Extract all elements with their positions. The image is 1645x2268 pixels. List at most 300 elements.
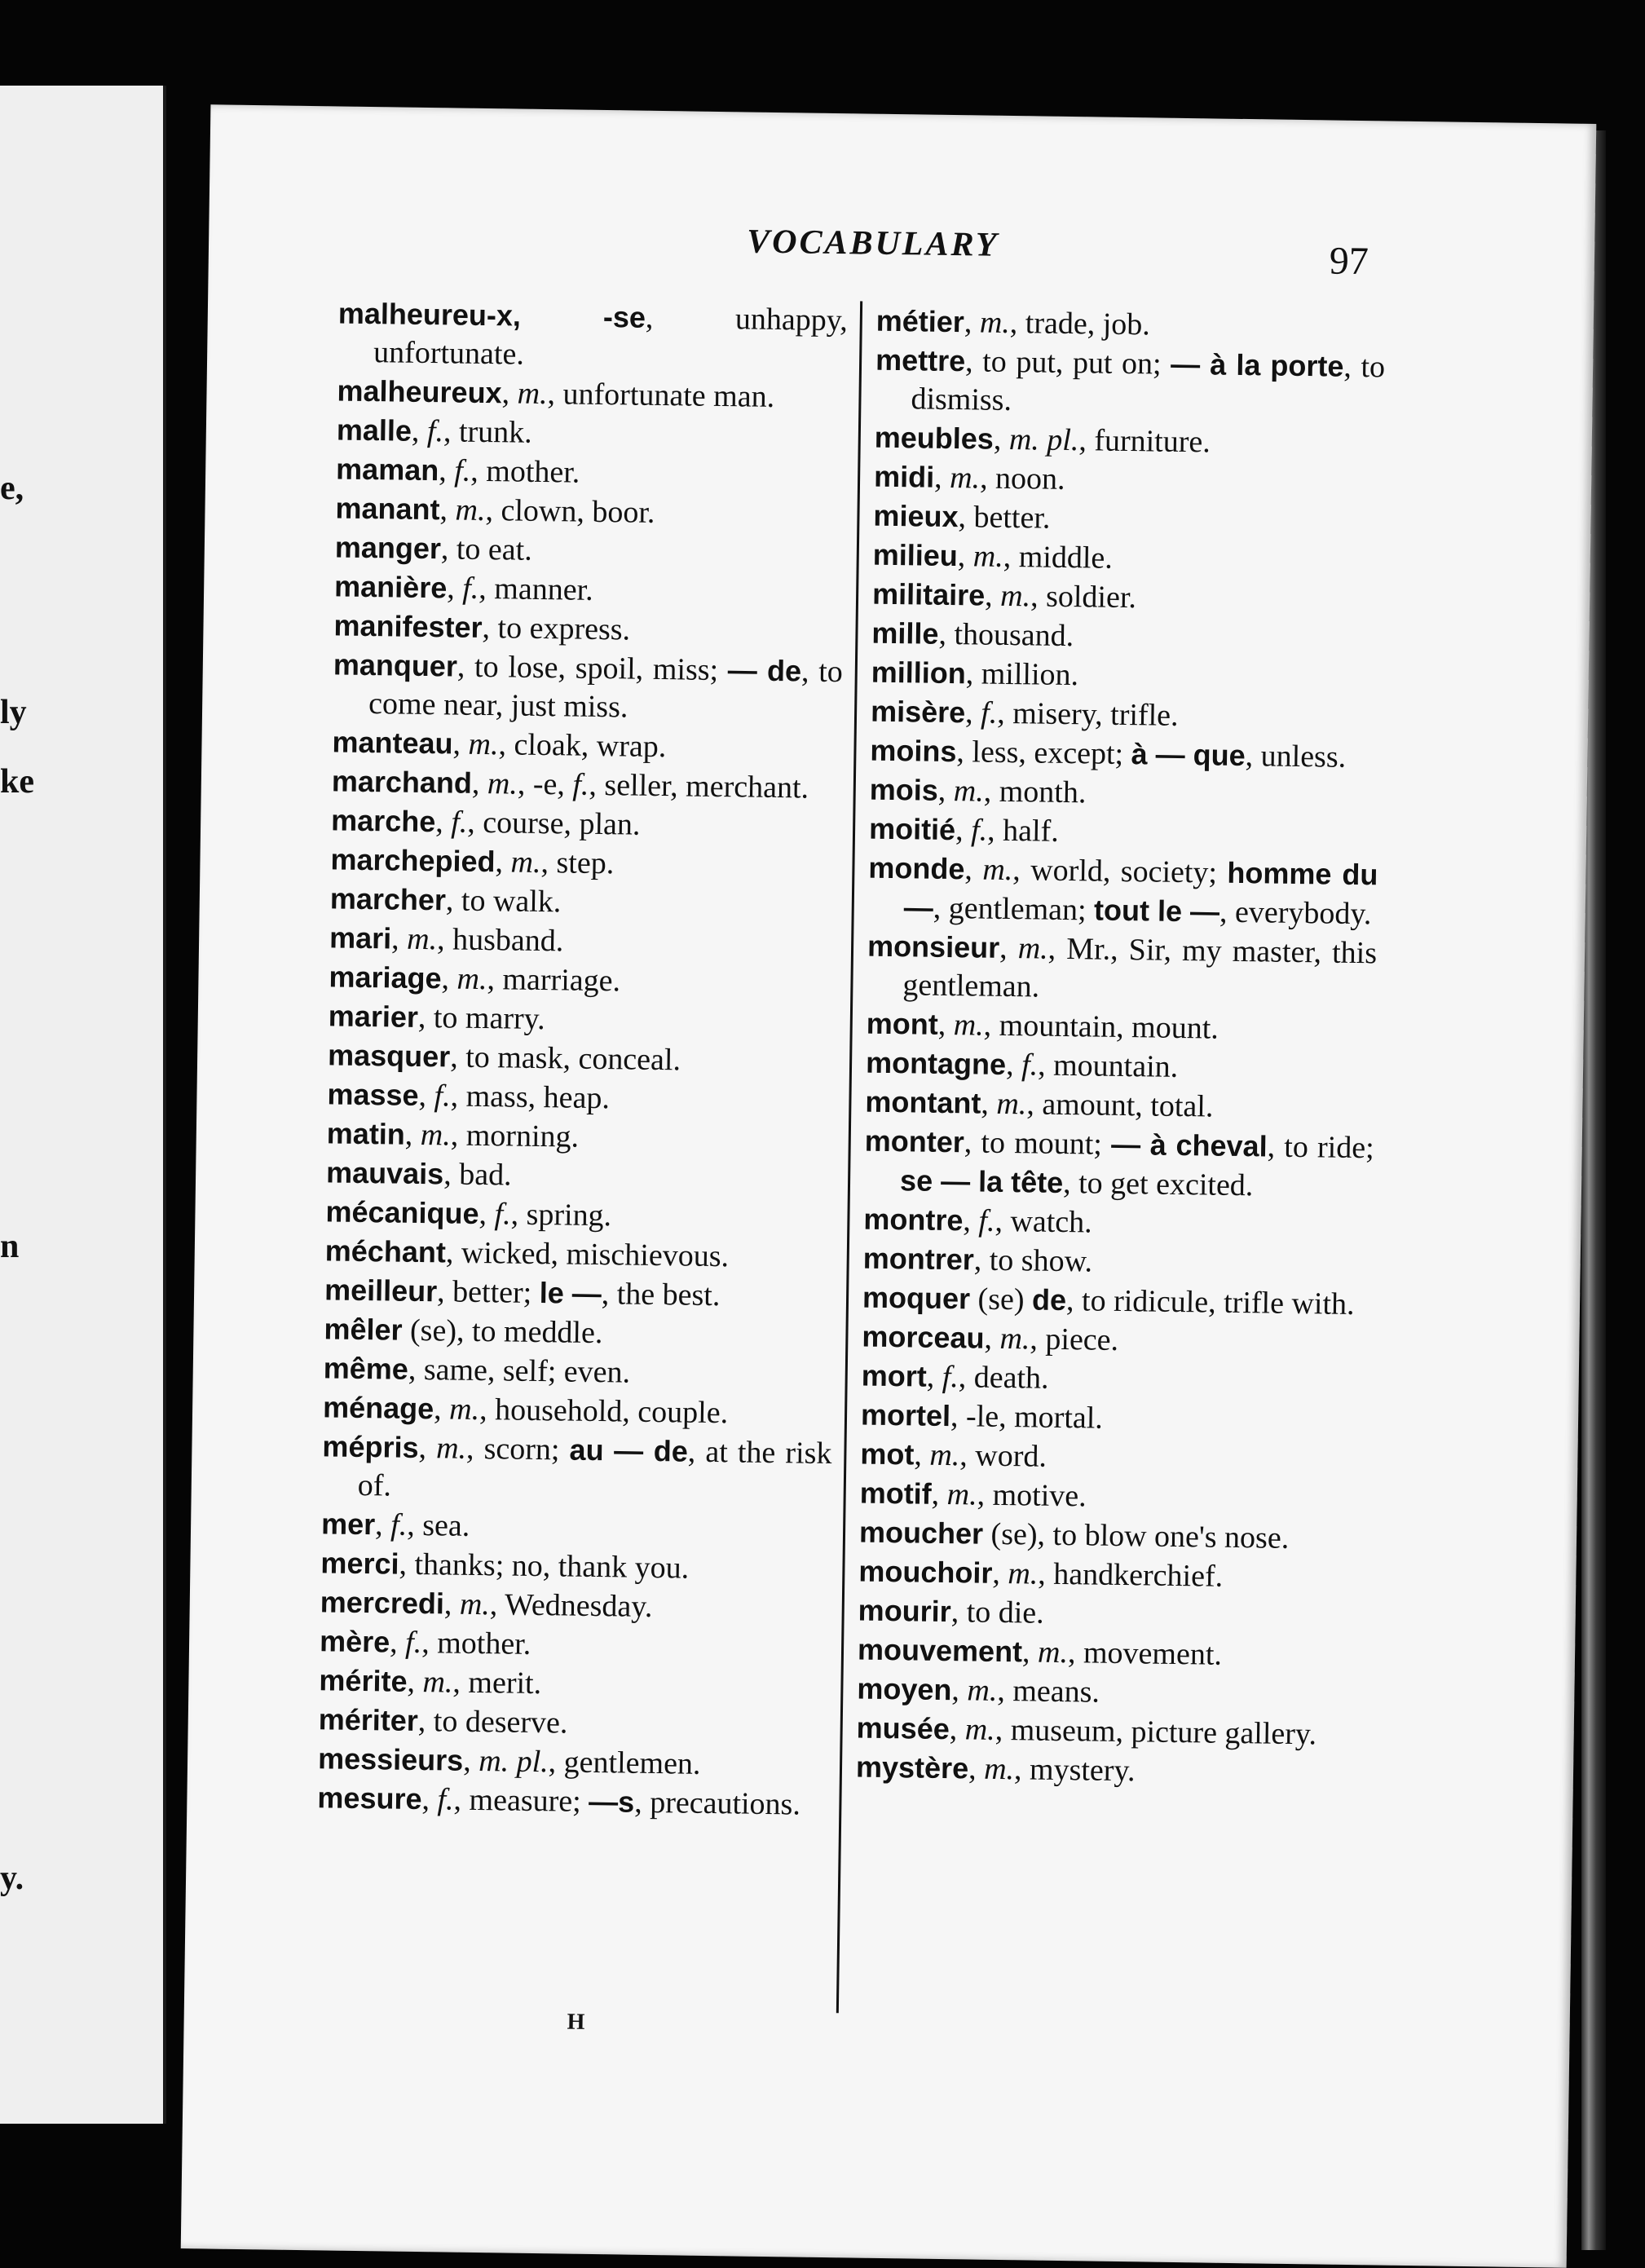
definition: , soldier. [1030, 579, 1137, 616]
headword: meilleur [324, 1273, 438, 1308]
headword: même [323, 1351, 409, 1386]
definition: , thanks; no, thank you. [399, 1547, 690, 1586]
headword: mariage [329, 960, 442, 995]
headword: monsieur [867, 929, 1000, 964]
definition: , to express. [482, 610, 631, 647]
gender-marker: m. [972, 539, 1004, 574]
definition: , [452, 726, 469, 761]
phrase: —s [588, 1784, 635, 1819]
gender-marker: m. [406, 921, 438, 957]
headword: mouchoir [858, 1554, 993, 1590]
vocab-entry [872, 536, 1383, 582]
vocab-entry [867, 849, 1378, 934]
gender-marker: m. [967, 1673, 998, 1708]
gender-marker: m. [996, 1086, 1027, 1122]
headword: mourir [858, 1593, 952, 1629]
gender-marker: f. [450, 805, 468, 840]
headword: mieux [873, 498, 959, 534]
definition: , [1021, 1635, 1039, 1670]
headword: mouvement [857, 1632, 1023, 1669]
definition: , [495, 845, 511, 880]
headword: mille [871, 616, 939, 651]
definition: , to ridicule, trifle with. [1065, 1283, 1355, 1322]
phrase: de [1031, 1282, 1067, 1317]
vocab-entry [862, 1317, 1372, 1364]
vocab-entry [323, 1348, 833, 1395]
phrase: le — [539, 1276, 602, 1311]
vocab-entry [874, 457, 1384, 504]
vocab-entry [324, 1270, 835, 1317]
gender-marker: m. [455, 492, 486, 528]
definition: , precautions. [633, 1785, 801, 1822]
definition: , [937, 1007, 955, 1043]
definition: , to mount; [964, 1125, 1112, 1162]
definition: , [993, 421, 1010, 457]
gender-marker: f. [437, 1782, 454, 1817]
headword: moins [870, 733, 957, 769]
gender-marker: m. [1008, 1556, 1039, 1591]
definition: , [479, 1196, 495, 1232]
gender-marker: m. pl. [1008, 421, 1079, 458]
gender-marker: m. [929, 1437, 960, 1473]
definition: , to lose, spoil, miss; [456, 649, 729, 688]
vocab-entry [864, 1122, 1374, 1207]
definition: , Mr., Sir, my master, this gentleman. [902, 931, 1378, 1004]
vocab-entry [337, 293, 848, 378]
vocab-entry [870, 731, 1380, 778]
gender-marker: m. pl. [478, 1744, 549, 1780]
definition: , watch. [994, 1203, 1093, 1240]
vocab-entry [324, 1231, 835, 1277]
phrase: tout le — [1093, 893, 1220, 929]
vocab-entry [858, 1552, 1369, 1599]
definition: , [963, 1203, 979, 1238]
vocab-entry [329, 996, 839, 1043]
definition: , half. [986, 813, 1060, 849]
definition: , clown, boor. [485, 493, 655, 530]
vocab-entry [337, 371, 847, 417]
phrase: à — que [1131, 737, 1246, 773]
definition: , bad. [443, 1157, 512, 1193]
definition: , [418, 1430, 437, 1466]
definition: , measure; [453, 1782, 589, 1819]
headword: manteau [332, 725, 453, 761]
definition: , furniture. [1078, 423, 1211, 460]
definition: , unhappy, unfortunate. [373, 300, 849, 372]
definition: , step. [540, 845, 615, 881]
definition: , manner. [479, 571, 593, 607]
headword: métier [875, 303, 965, 339]
phrase: — à la porte [1170, 346, 1344, 383]
prev-page-fragment: n [0, 1228, 20, 1265]
gender-marker: m. [517, 376, 548, 412]
vocab-entry [871, 692, 1381, 739]
vocab-entry [330, 879, 840, 925]
headword: mêler [324, 1312, 403, 1347]
definition: , wicked, mischievous. [445, 1235, 730, 1274]
definition: , [434, 805, 452, 840]
definition: , to deserve. [417, 1704, 568, 1741]
headword: million [871, 655, 967, 691]
phrase: au — de [569, 1432, 689, 1468]
gender-marker: m. [456, 961, 487, 997]
prev-page-fragment: e, [0, 470, 24, 507]
definition: , course, plan. [467, 805, 641, 842]
definition: , mother. [470, 453, 580, 490]
vocab-entry [871, 614, 1382, 660]
definition: , million. [965, 656, 1079, 693]
phrase: — de [727, 653, 802, 688]
gender-marker: m. [983, 1751, 1015, 1787]
gender-marker: m. [953, 1008, 984, 1043]
vocab-entry [866, 1044, 1376, 1090]
vocab-entry [335, 527, 845, 574]
definition: , Wednesday. [489, 1587, 653, 1625]
definition: , [964, 695, 981, 730]
vocab-entry [875, 302, 1386, 348]
vocab-entry [866, 1004, 1376, 1051]
prev-page-fragment: y. [0, 1860, 24, 1897]
vocab-entry [856, 1709, 1366, 1755]
definition: , to put, put on; [964, 344, 1171, 382]
headword: manquer [333, 647, 458, 683]
definition: , to ride; [1267, 1129, 1375, 1166]
vocab-entry [873, 496, 1383, 543]
definition: , trunk. [443, 414, 532, 450]
definition: , [964, 852, 983, 887]
running-title: VOCABULARY [746, 223, 999, 264]
headword: mère [319, 1624, 390, 1659]
gender-marker: f. [453, 453, 471, 488]
gender-marker: m. [510, 845, 541, 880]
headword: midi [873, 459, 935, 494]
definition: , marriage. [487, 962, 621, 999]
vocab-entry [335, 488, 845, 535]
headword: messieurs [317, 1741, 464, 1777]
headword: ménage [322, 1390, 434, 1426]
definition: , to eat. [440, 532, 533, 567]
headword: marchand [331, 764, 473, 800]
vocab-entry [858, 1630, 1368, 1677]
definition: , the best. [601, 1277, 721, 1313]
vocab-entry [860, 1435, 1370, 1481]
vocab-entry [320, 1582, 830, 1629]
headword: mari [329, 920, 392, 955]
definition: , [984, 1321, 1000, 1356]
gender-marker: m. [420, 1117, 452, 1153]
definition: , [937, 773, 955, 809]
vocab-entry [869, 810, 1379, 856]
phrase: — à cheval [1110, 1127, 1268, 1163]
headword: mépris [322, 1429, 419, 1464]
vocab-entry [321, 1427, 831, 1511]
headword: manant [335, 491, 440, 527]
vocab-entry [320, 1543, 831, 1590]
definition: , word. [959, 1438, 1047, 1474]
vocab-entry [327, 1074, 837, 1121]
headword: merci [320, 1546, 399, 1581]
headword: matin [326, 1116, 406, 1151]
definition: , [374, 1507, 391, 1542]
headword: monter [864, 1123, 965, 1159]
definition: , -le, mortal. [950, 1399, 1104, 1436]
headword: montrer [862, 1241, 975, 1277]
definition: , [949, 1712, 966, 1747]
gender-marker: m. [487, 766, 518, 801]
definition: , means. [997, 1673, 1100, 1710]
vocab-entry [332, 722, 842, 769]
definition: , better; [436, 1274, 540, 1311]
definition: , to marry. [417, 999, 546, 1037]
definition: , world, society; [1012, 853, 1228, 890]
definition: , [914, 1437, 930, 1472]
definition: , [931, 1476, 948, 1512]
headword: manifester [333, 608, 483, 644]
vocab-entry [861, 1396, 1371, 1442]
gender-marker: m. [459, 1586, 491, 1622]
vocab-entry [336, 449, 846, 496]
definition: , [446, 571, 463, 606]
definition: , -e, [517, 766, 573, 802]
vocab-entry [325, 1192, 836, 1238]
definition: , [957, 539, 974, 574]
definition: , to come near, just miss. [368, 654, 844, 725]
definition: , middle. [1003, 539, 1114, 576]
vocab-entry [333, 606, 844, 652]
headword: méchant [324, 1233, 447, 1269]
definition: , [1005, 1047, 1022, 1083]
headword: mot [860, 1436, 915, 1472]
definition: , [968, 1751, 985, 1786]
headword: masse [327, 1077, 419, 1112]
headword: meubles [874, 420, 994, 456]
definition: , to dismiss. [911, 349, 1386, 418]
gender-marker: f. [461, 571, 479, 606]
vocab-entry [333, 645, 843, 730]
definition: , mass, heap. [450, 1079, 611, 1116]
gender-marker: m. [949, 460, 981, 496]
definition: , to die. [950, 1595, 1044, 1630]
definition: , motive. [977, 1477, 1087, 1514]
definition: , [389, 1625, 406, 1660]
vocab-entry [330, 840, 840, 886]
definition: , mountain, mount. [983, 1008, 1219, 1046]
vocab-entry [875, 341, 1385, 426]
headword: mystère [855, 1750, 969, 1785]
definition: , unfortunate man. [547, 377, 775, 414]
gender-marker: m. [964, 1712, 996, 1747]
headword: manger [334, 530, 442, 566]
vocab-entry [327, 1114, 837, 1160]
definition: , noon. [979, 461, 1065, 496]
headword: montre [863, 1202, 964, 1238]
headword: misère [870, 694, 966, 730]
vocab-entry [337, 410, 847, 457]
prev-page-fragment: ke [0, 763, 34, 801]
vocab-entry [329, 918, 840, 964]
definition: (se), to meddle. [402, 1313, 603, 1351]
definition: , museum, picture gallery. [994, 1712, 1317, 1752]
vocab-entry [332, 761, 842, 808]
headword: masquer [327, 1038, 451, 1074]
vocab-entry [863, 1200, 1374, 1247]
gender-marker: m. [999, 1321, 1030, 1357]
definition: , [438, 453, 455, 488]
definition: , [404, 1117, 421, 1152]
gender-marker: f. [970, 813, 988, 848]
headword: malheureux [337, 373, 502, 410]
gender-marker: m. [953, 774, 985, 809]
headword: moucher [858, 1515, 984, 1551]
gender-marker: m. [946, 1477, 977, 1512]
vocab-entry [874, 418, 1384, 465]
definition: , [981, 1086, 997, 1121]
definition: , [411, 413, 428, 449]
headword: mérite [319, 1663, 408, 1698]
definition: , trade, job. [1009, 305, 1151, 342]
definition: , to show. [973, 1242, 1093, 1279]
vocab-entry [869, 770, 1379, 817]
vocab-entry [318, 1700, 828, 1746]
gender-marker: m. [979, 305, 1011, 340]
definition: , mountain. [1037, 1048, 1179, 1084]
vocab-entry [324, 1309, 834, 1356]
phrase: homme du — [903, 855, 1378, 924]
definition: , to mask, conceal. [449, 1039, 681, 1078]
gender-marker: f. [494, 1197, 511, 1232]
definition: , [462, 1743, 479, 1779]
definition: , to walk. [445, 883, 562, 920]
headword: manière [333, 569, 448, 605]
definition: , mother. [421, 1626, 531, 1661]
definition: , to get excited. [1062, 1165, 1254, 1203]
vocab-entry [856, 1748, 1366, 1794]
gender-marker: m. [1017, 931, 1048, 966]
vocab-entry [872, 575, 1383, 621]
vocab-entry [331, 801, 841, 847]
previous-page [0, 86, 166, 2124]
vocab-entry [865, 1083, 1375, 1129]
definition: , month. [983, 774, 1087, 810]
definition: , seller, merchant. [589, 767, 809, 805]
definition: , [951, 1673, 968, 1708]
definition: , [433, 1392, 450, 1427]
vocab-entry [317, 1778, 827, 1825]
headword: morceau [862, 1319, 985, 1355]
definition: , unless. [1245, 739, 1347, 774]
headword: musée [856, 1710, 950, 1746]
definition: , amount, total. [1026, 1087, 1214, 1124]
gender-marker: f. [572, 767, 589, 802]
headword: mauvais [325, 1155, 444, 1191]
definition: , merit. [452, 1665, 542, 1701]
headword: malheureu-x, -se [337, 296, 646, 334]
gender-marker: f. [404, 1625, 422, 1661]
gender-marker: f. [390, 1507, 408, 1542]
headword: mettre [875, 342, 966, 378]
gender-marker: f. [980, 695, 998, 730]
gender-marker: m. [448, 1392, 480, 1427]
headword: mois [869, 772, 939, 807]
headword: malle [336, 413, 412, 448]
headword: marcher [329, 881, 447, 917]
prev-page-fragment: ly [0, 694, 27, 731]
gender-marker: f. [978, 1203, 995, 1238]
definition: (se), to blow one's nose. [982, 1516, 1290, 1555]
definition: , [501, 376, 518, 411]
definition: , [984, 578, 1001, 613]
vocab-entry [329, 957, 839, 1004]
definition: (se) [969, 1282, 1033, 1317]
headword: moitié [868, 811, 956, 847]
gender-marker: f. [1021, 1048, 1039, 1083]
definition: , handkerchief. [1038, 1556, 1224, 1594]
definition: , thousand. [938, 616, 1074, 654]
gender-marker: f. [426, 414, 444, 449]
vocab-entry [323, 1388, 833, 1434]
vocab-entry [318, 1739, 828, 1785]
vocab-entry [321, 1504, 831, 1551]
definition: , [443, 1586, 461, 1622]
vocab-entry [862, 1278, 1373, 1325]
headword: mer [320, 1507, 376, 1542]
phrase: se — la tête [899, 1163, 1064, 1199]
vocab-entry [862, 1239, 1373, 1286]
vocabulary-column-right [856, 302, 1386, 1794]
definition: , [407, 1664, 423, 1700]
definition: , better. [958, 500, 1051, 536]
definition: , [999, 930, 1019, 966]
definition: , [471, 766, 488, 801]
definition: , [439, 492, 456, 527]
definition: , misery, trifle. [996, 695, 1179, 733]
vocab-entry [320, 1622, 830, 1668]
headword: motif [859, 1476, 933, 1511]
definition: , [390, 921, 408, 956]
headword: mont [866, 1006, 939, 1041]
definition: , spring. [510, 1197, 612, 1233]
headword: mesure [317, 1780, 422, 1816]
vocab-entry [857, 1670, 1367, 1716]
definition: , husband. [436, 922, 564, 959]
definition: , sea. [406, 1507, 470, 1543]
definition: , [441, 961, 457, 996]
headword: mercredi [320, 1585, 445, 1621]
headword: milieu [872, 537, 959, 573]
definition: , movement. [1067, 1635, 1223, 1672]
vocab-entry [859, 1474, 1369, 1520]
headword: marier [328, 999, 419, 1034]
headword: monde [868, 850, 965, 886]
vocab-entry [319, 1661, 829, 1707]
vocab-entry [871, 653, 1381, 699]
vocab-entry [328, 1035, 838, 1082]
headword: montagne [865, 1045, 1007, 1081]
definition: , same, self; even. [408, 1352, 631, 1390]
headword: mortel [860, 1397, 951, 1433]
gender-marker: m. [999, 578, 1031, 614]
definition: , morning. [450, 1118, 580, 1154]
definition: , gentlemen. [548, 1745, 701, 1781]
vocab-entry [858, 1591, 1368, 1638]
vocabulary-page [181, 104, 1597, 2267]
gender-marker: m. [982, 852, 1013, 888]
definition: , mystery. [1013, 1752, 1136, 1789]
definition: , piece. [1030, 1322, 1119, 1357]
gender-marker: m. [435, 1431, 467, 1466]
headword: mécanique [325, 1194, 479, 1230]
definition: , scorn; [465, 1431, 570, 1467]
